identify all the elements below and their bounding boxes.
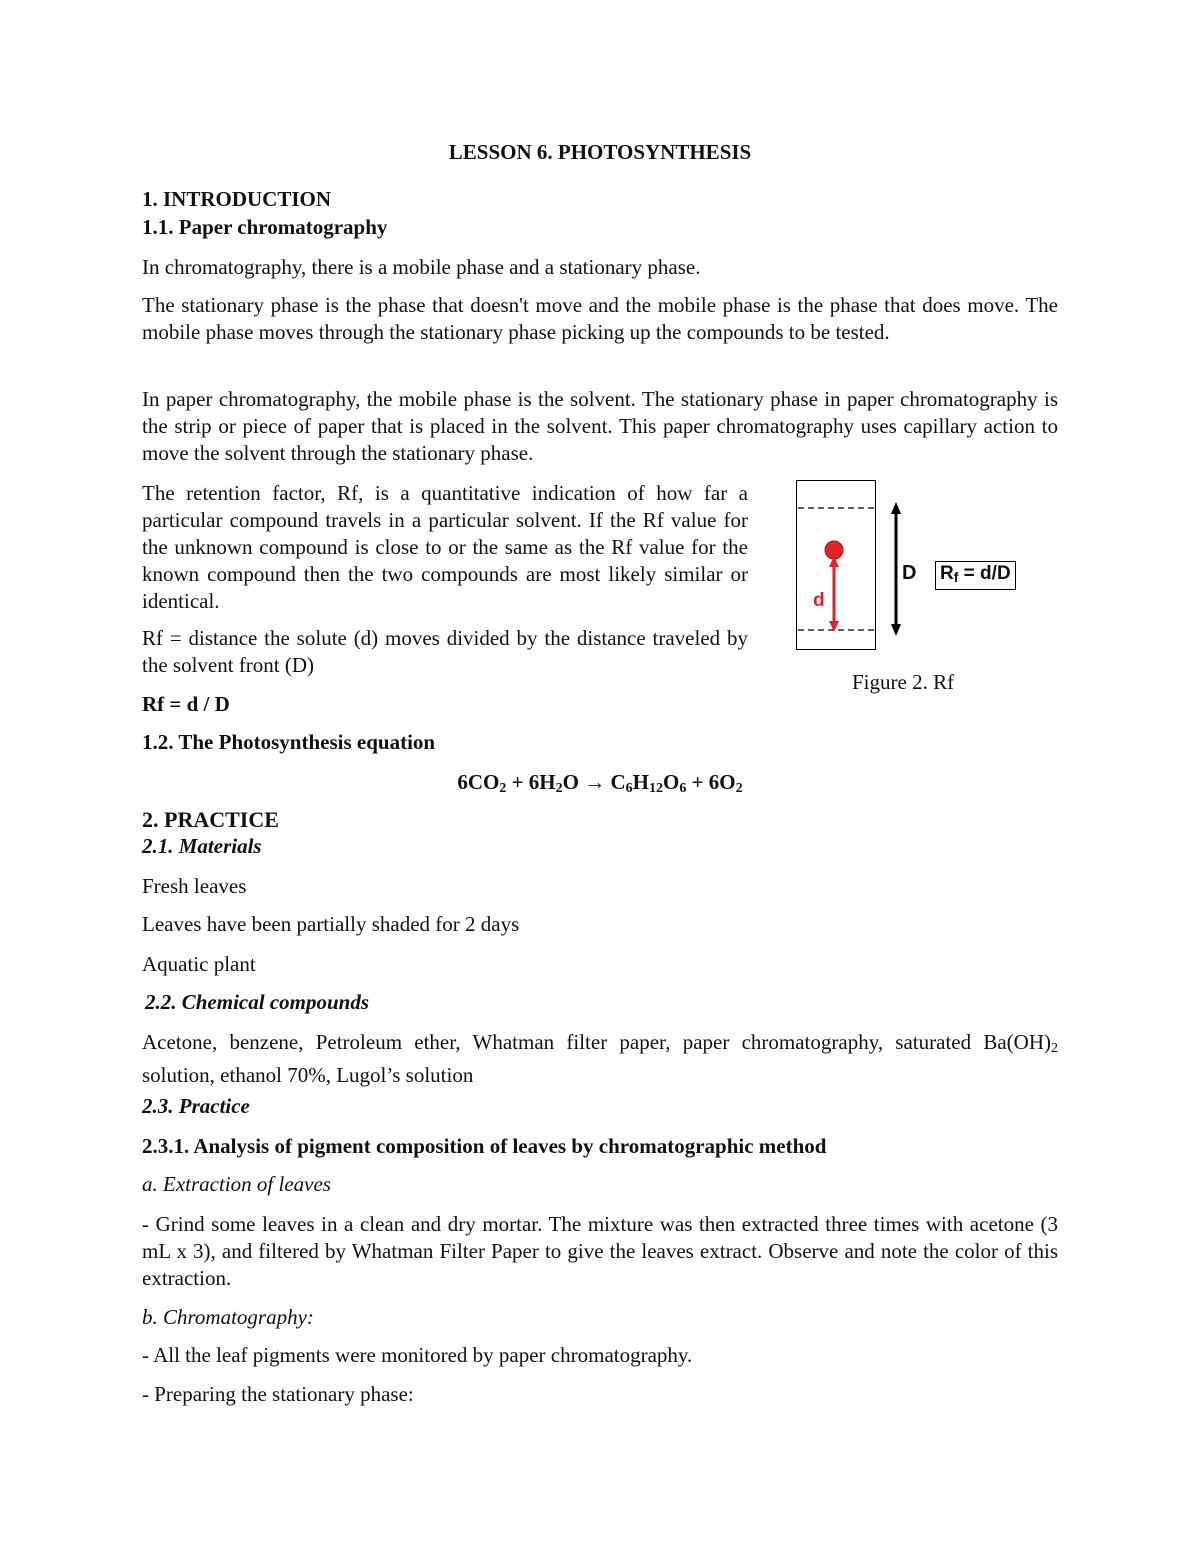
- paragraph-rf-definition: Rf = distance the solute (d) moves divided by the distance traveled by the solvent front (D): [142, 626, 748, 677]
- paragraph-extraction: - Grind some leaves in a clean and dry mortar. The mixture was then extracted three times with acetone (3 mL x 3), and filtered by Whatman Filter Paper to give the leaves extract. Observe and note the color of this extraction.: [142, 1212, 1058, 1290]
- D-arrow-up-icon: [891, 502, 901, 514]
- paragraph-stationary-mobile: The stationary phase is the phase that doesn't move and the mobile phase is the phase that does move. The mobile phase moves through the stationary phase picking up the compounds to be tested.: [142, 293, 1058, 344]
- paragraph-phases-intro: In chromatography, there is a mobile phase and a stationary phase.: [142, 255, 701, 279]
- material-item: Aquatic plant: [142, 952, 256, 976]
- subsection-paper-chromatography-heading: 1.1. Paper chromatography: [142, 215, 388, 239]
- section-practice-heading: 2. PRACTICE: [142, 807, 279, 832]
- subsection-materials-heading: 2.1. Materials: [142, 834, 262, 858]
- rf-box-sub: f: [953, 569, 959, 585]
- rf-formula: Rf = d / D: [142, 692, 230, 716]
- material-item: Fresh leaves: [142, 874, 247, 898]
- material-item: Leaves have been partially shaded for 2 days: [142, 912, 520, 936]
- rf-box-r: R: [940, 563, 954, 584]
- chromatography-heading: b. Chromatography:: [142, 1305, 314, 1329]
- subsection-chemical-compounds-heading: 2.2. Chemical compounds: [145, 990, 370, 1014]
- page-title: LESSON 6. PHOTOSYNTHESIS: [448, 140, 752, 164]
- chromatography-step: - Preparing the stationary phase:: [142, 1382, 414, 1406]
- paragraph-retention-factor: The retention factor, Rf, is a quantitative indication of how far a particular compound travels in a particular solvent. If the Rf value for the unknown compound is close to or the same as the Rf value for the known compound then the two compounds are most likely similar or identical.: [142, 481, 748, 613]
- section-introduction-heading: 1. INTRODUCTION: [142, 187, 332, 211]
- paragraph-chemical-compounds: Acetone, benzene, Petroleum ether, Whatman filter paper, paper chromatography, saturated $Ba(OH)_2$ solution, ethanol 70%, Lugol’s solution: [142, 1030, 1058, 1087]
- subsection-practice-heading: 2.3. Practice: [142, 1094, 250, 1118]
- paragraph-paper-chromatography: In paper chromatography, the mobile phase is the solvent. The stationary phase in paper chromatography is the strip or piece of paper that is placed in the solvent. This paper chromatography uses capillary action to move the solvent through the stationary phase.: [142, 387, 1058, 465]
- label-D: D: [902, 562, 917, 584]
- rf-box-rest: = d/D: [958, 563, 1011, 584]
- chromatography-step: - All the leaf pigments were monitored by paper chromatography.: [142, 1343, 693, 1367]
- photosynthesis-equation: $6CO_2 + 6H_2O \to C_6H_{12}O_6 + 6O_2$: [457, 770, 743, 796]
- subsection-photosynthesis-equation-heading: 1.2. The Photosynthesis equation: [142, 730, 436, 754]
- analysis-heading: 2.3.1. Analysis of pigment composition of leaves by chromatographic method: [142, 1134, 827, 1158]
- rf-formula-box: [935, 561, 1016, 590]
- extraction-heading: a. Extraction of leaves: [142, 1172, 331, 1196]
- D-arrow-down-icon: [891, 624, 901, 636]
- label-d: d: [813, 590, 825, 611]
- figure-caption: Figure 2. Rf: [852, 670, 955, 694]
